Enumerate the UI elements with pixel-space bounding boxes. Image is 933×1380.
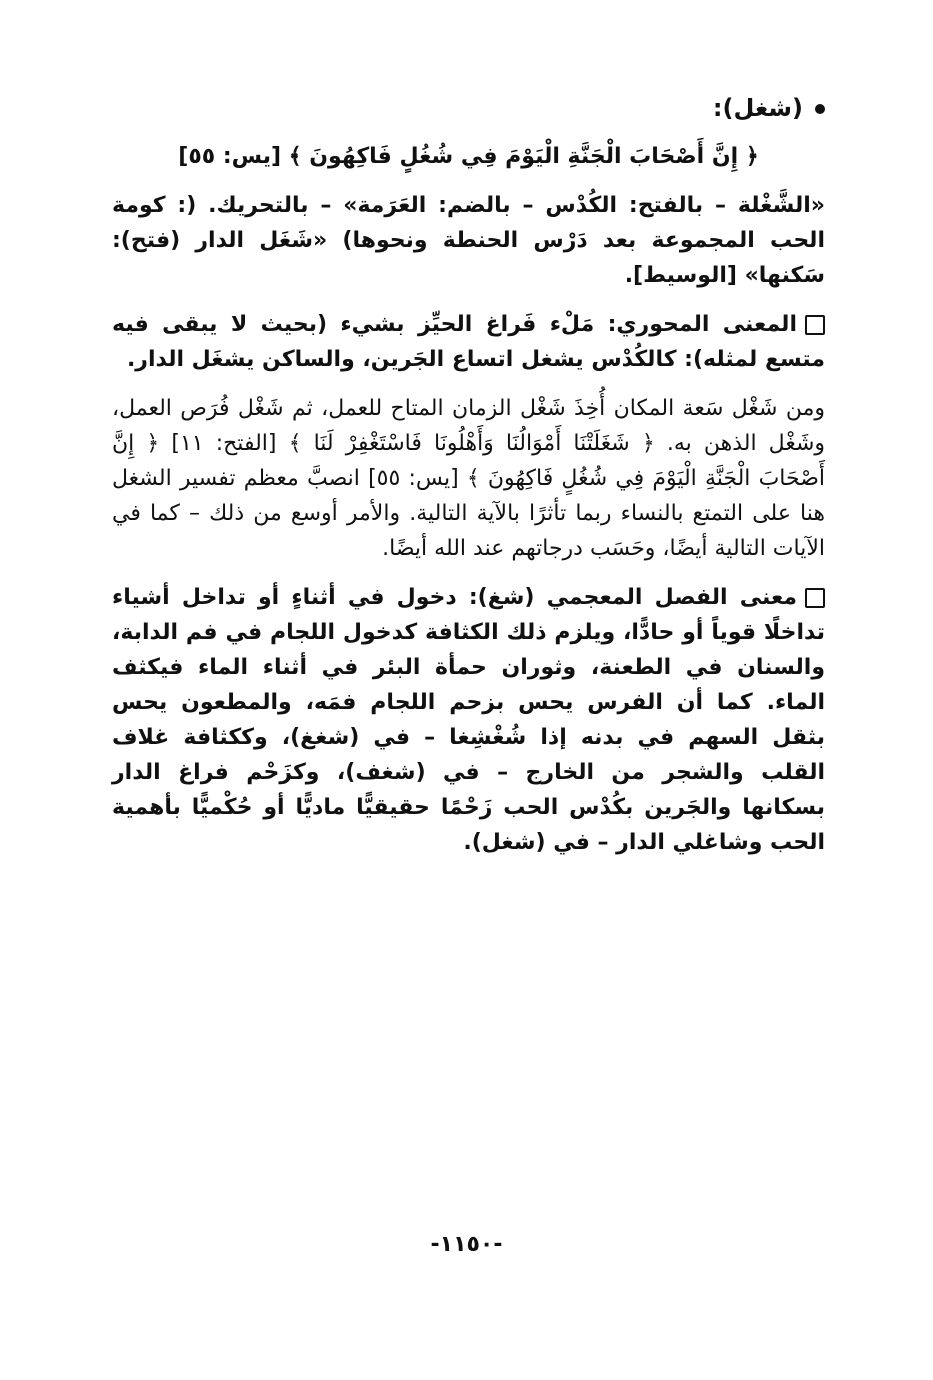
lexical-definition: «الشَّغْلة – بالفتح: الكُدْس – بالضم: العَرَمة» – بالتحريك. (: كومة الحب المجموعة بعد دَرْس الحنطة ونحوها) «شَغَل الدار (فتح): سَكنها» [الوسيط]. xyxy=(112,193,825,288)
bullet-icon xyxy=(815,104,825,114)
quran-verse: ﴿ إِنَّ أَصْحَابَ الْجَنَّةِ الْيَوْمَ فِي شُغُلٍ فَاكِهُونَ ﴾ [يس: ٥٥] xyxy=(178,144,759,169)
core-meaning-paragraph xyxy=(112,307,825,377)
lexical-chapter-text: معنى الفصل المعجمي (شغ): دخول في أثناءٍ أو تداخل أشياء تداخلًا قوياً أو حادًّا، ويلزم ذلك الكثافة كدخول اللجام في فم الدابة، والسنان في الطعنة، وثوران حمأة البئر في أثناء الماء فيكثف الماء. كما أن الفرس يحس بزحم اللجام فمَه، والمطعون يحس بثقل السهم في بدنه إذا شُغْشِغا – في (شغغ)، وككثافة غلاف القلب والشجر من الخارج – في (شغف)، وكزَحْم فراغ الدار بسكانها والجَرين بكُدْس الحب زَحْمًا حقيقيًّا ماديًّا أو حُكْميًّا بأهمية الحب وشاغلي الدار – في (شغل). xyxy=(112,585,825,855)
entry-heading-text: (شغل): xyxy=(712,94,803,122)
page-number: -١١٥٠- xyxy=(430,1232,503,1257)
core-meaning-text: المعنى المحوري: مَلْء فَراغ الحيِّز بشيء (بحيث لا يبقى فيه متسع لمثله): كالكُدْس يشغل اتساع الجَرين، والساكن يشغَل الدار. xyxy=(112,312,825,372)
entry-heading xyxy=(112,88,825,128)
lexical-chapter-meaning xyxy=(112,580,825,860)
page-body xyxy=(112,88,825,874)
explanation-paragraph: ومن شَغْل سَعة المكان أُخِذَ شَغْل الزمان المتاح للعمل، ثم شَغْل فُرَص العمل، وشَغْل الذهن به. ﴿ شَغَلَتْنَا أَمْوَالُنَا وَأَهْلُونَا فَاسْتَغْفِرْ لَنَا ﴾ [الفتح: ١١] ﴿ إِنَّ أَصْحَابَ الْجَنَّةِ الْيَوْمَ فِي شُغُلٍ فَاكِهُونَ ﴾ [يس: ٥٥] انصبَّ معظم تفسير الشغل هنا على التمتع بالنساء ربما تأثرًا بالآية التالية. والأمر أوسع من ذلك – كما في الآيات التالية أيضًا، وحَسَب درجاتهم عند الله أيضًا. xyxy=(112,396,825,561)
checkbox-square-icon xyxy=(805,588,825,608)
checkbox-square-icon xyxy=(805,315,825,335)
